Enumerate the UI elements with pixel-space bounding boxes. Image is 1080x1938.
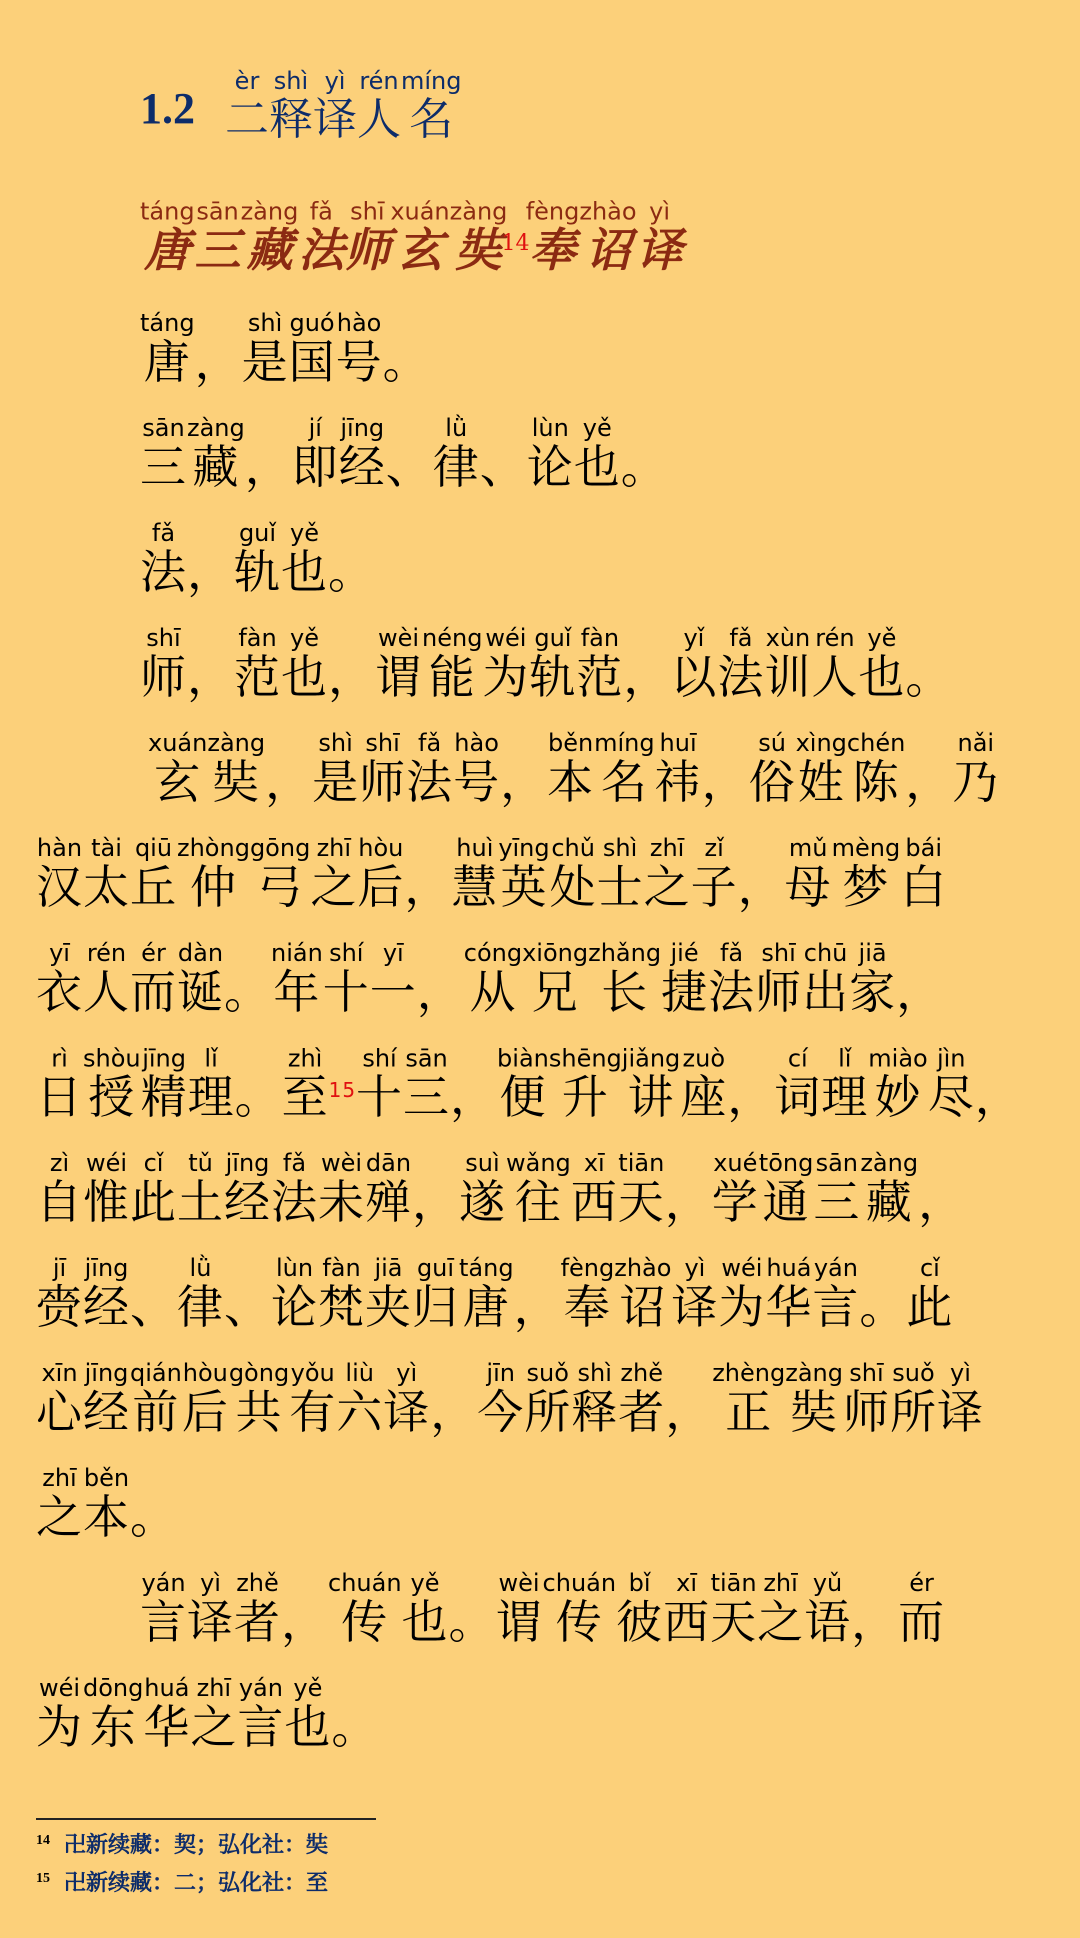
footnote-text: 卍新续藏：二；弘化社：至 <box>64 1870 329 1896</box>
punctuation: 。 <box>130 1490 177 1544</box>
text-line-1 <box>140 309 430 389</box>
annotated-char: 天tiān <box>617 1149 665 1229</box>
annotated-char: 诞dàn <box>177 939 224 1019</box>
annotated-char: 者zhě <box>234 1569 281 1649</box>
annotated-char: 谓wèi <box>495 1569 543 1649</box>
footnote-14 <box>36 1828 328 1859</box>
footnote-divider <box>36 1818 376 1820</box>
footnote-ref: 15 <box>328 1077 357 1102</box>
annotated-char: 后hòu <box>357 834 405 914</box>
punctuation: ， <box>187 545 234 599</box>
section-number: 1.2 <box>140 84 195 133</box>
annotated-char: 号hào <box>335 309 383 389</box>
punctuation: ， <box>187 650 234 704</box>
punctuation: ， <box>851 1595 899 1649</box>
annotated-char: 师shī <box>359 729 407 809</box>
annotated-char: 东dōng <box>83 1674 144 1754</box>
annotated-char: 前qián <box>130 1359 182 1439</box>
annotated-char: 也yě <box>858 624 906 704</box>
punctuation: 。 <box>859 1280 907 1334</box>
annotated-char: 从cóng <box>463 939 523 1019</box>
punctuation: 。 <box>382 335 430 389</box>
annotated-char: 奉fèng <box>560 1254 615 1334</box>
annotated-char: 十shí <box>356 1044 404 1124</box>
annotated-char: 也yě <box>573 414 621 494</box>
punctuation: 。 <box>234 1070 282 1124</box>
annotated-char: 乃nǎi <box>952 729 1000 809</box>
annotated-char: 三sān <box>813 1149 861 1229</box>
text-line-11 <box>36 1359 984 1439</box>
annotated-char: 家jiā <box>849 939 897 1019</box>
annotated-char: 奘zàng <box>449 197 508 277</box>
annotated-char: 兄xiōng <box>522 939 589 1019</box>
annotated-char: 之zhī <box>757 1569 805 1649</box>
annotated-char: 汉hàn <box>36 834 83 914</box>
annotated-char: 为wéi <box>36 1674 83 1754</box>
annotated-char: 是shì <box>312 729 360 809</box>
annotated-char: 惟wéi <box>83 1149 130 1229</box>
annotated-char: 之zhī <box>36 1464 83 1544</box>
annotated-char: 长zhǎng <box>588 939 662 1019</box>
annotated-char: 母mǔ <box>784 834 832 914</box>
annotated-char: 天tiān <box>710 1569 758 1649</box>
annotated-char: 十shí <box>322 939 370 1019</box>
annotated-char: 之zhī <box>190 1674 238 1754</box>
punctuation: ， <box>404 860 452 914</box>
annotated-char: 今jīn <box>477 1359 525 1439</box>
annotated-char: 能néng <box>422 624 483 704</box>
annotated-char: 往wǎng <box>506 1149 571 1229</box>
annotated-char: 本běn <box>547 729 595 809</box>
annotated-char: 人rén <box>357 67 401 145</box>
annotated-char: 译yì <box>383 1359 431 1439</box>
annotated-char: 传chuán <box>542 1569 617 1649</box>
annotated-char: 名míng <box>401 67 462 145</box>
punctuation: 。 <box>905 650 953 704</box>
footnote-mark: 15 <box>36 1870 50 1886</box>
annotated-char: 衣yī <box>36 939 83 1019</box>
text-line-3 <box>140 519 375 599</box>
text-line-9 <box>36 1149 966 1229</box>
annotated-char: 夹jiā <box>365 1254 412 1334</box>
annotated-char: 归guī <box>412 1254 459 1334</box>
punctuation: ， <box>896 965 944 1019</box>
annotated-char: 法fǎ <box>406 729 454 809</box>
annotated-char: 言yán <box>812 1254 860 1334</box>
annotated-char: 捷jié <box>661 939 709 1019</box>
annotated-char: 此cǐ <box>130 1149 177 1229</box>
annotated-char: 三sān <box>140 414 187 494</box>
punctuation: ， <box>244 440 292 494</box>
annotated-char: 祎huī <box>654 729 702 809</box>
annotated-char: 太tài <box>83 834 130 914</box>
annotated-char: 奉fèng <box>525 197 580 277</box>
annotated-char: 后hòu <box>181 1359 229 1439</box>
annotated-char: 尽jìn <box>927 1044 975 1124</box>
annotated-char: 是shì <box>241 309 289 389</box>
punctuation: ， <box>281 1595 328 1649</box>
annotated-char: 华huá <box>765 1254 813 1334</box>
annotated-char: 唐táng <box>140 309 195 389</box>
punctuation: 。 <box>328 545 375 599</box>
annotated-char: 所suǒ <box>524 1359 572 1439</box>
annotated-char: 师shī <box>140 624 187 704</box>
annotated-char: 范fàn <box>576 624 624 704</box>
punctuation: ， <box>905 755 953 809</box>
annotated-char: 译yì <box>671 1254 719 1334</box>
annotated-char: 梦mèng <box>831 834 901 914</box>
punctuation: ， <box>737 860 785 914</box>
annotated-char: 慧huì <box>451 834 499 914</box>
annotated-char: 理lǐ <box>821 1044 869 1124</box>
annotated-char: 范fàn <box>234 624 281 704</box>
annotated-char: 士shì <box>596 834 644 914</box>
subtitle-line <box>140 197 683 277</box>
annotated-char: 轨guǐ <box>529 624 577 704</box>
annotated-char: 三sān <box>403 1044 451 1124</box>
annotated-char: 为wéi <box>718 1254 766 1334</box>
annotated-char: 赍jī <box>36 1254 83 1334</box>
punctuation: 。 <box>620 440 668 494</box>
annotated-char: 藏zàng <box>860 1149 919 1229</box>
annotated-char: 释shì <box>269 67 313 145</box>
annotated-char: 仲zhòng <box>177 834 250 914</box>
annotated-char: 俗sú <box>748 729 796 809</box>
annotated-char: 师shī <box>842 1359 890 1439</box>
annotated-char: 论lùn <box>526 414 574 494</box>
annotated-char: 讲jiǎng <box>621 1044 681 1124</box>
annotated-char: 训xùn <box>764 624 812 704</box>
annotated-char: 日rì <box>36 1044 83 1124</box>
annotated-char: 也yě <box>281 519 328 599</box>
punctuation: ， <box>727 1070 775 1124</box>
annotated-char: 至zhì <box>281 1044 329 1124</box>
punctuation: ， <box>500 755 548 809</box>
annotated-char: 译yì <box>636 197 683 277</box>
text-line-12 <box>36 1464 177 1544</box>
annotated-char: 经jīng <box>338 414 386 494</box>
annotated-char: 英yīng <box>498 834 550 914</box>
punctuation: ， <box>701 755 749 809</box>
annotated-char: 自zì <box>36 1149 83 1229</box>
annotated-char: 陈chén <box>846 729 906 809</box>
annotated-char: 西xī <box>663 1569 711 1649</box>
punctuation: 、 <box>130 1280 177 1334</box>
text-line-8 <box>36 1044 1022 1124</box>
annotated-char: 理lǐ <box>187 1044 235 1124</box>
punctuation: 、 <box>385 440 433 494</box>
footnote-mark: 14 <box>36 1832 50 1848</box>
punctuation: ， <box>412 1175 459 1229</box>
annotated-char: 正zhèng <box>712 1359 786 1439</box>
annotated-char: 彼bǐ <box>616 1569 664 1649</box>
annotated-char: 玄xuán <box>390 197 450 277</box>
annotated-char: 二èr <box>225 67 269 145</box>
annotated-char: 师shī <box>344 197 391 277</box>
annotated-char: 座zuò <box>680 1044 728 1124</box>
annotated-char: 论lùn <box>271 1254 318 1334</box>
text-line-10 <box>36 1254 954 1334</box>
annotated-char: 也yě <box>281 624 328 704</box>
punctuation: ， <box>513 1280 561 1334</box>
annotated-char: 出chū <box>802 939 850 1019</box>
annotated-char: 唐táng <box>459 1254 514 1334</box>
annotated-char: 遂suì <box>459 1149 506 1229</box>
annotated-char: 即jí <box>291 414 339 494</box>
punctuation: ， <box>918 1175 966 1229</box>
punctuation: ， <box>194 335 242 389</box>
annotated-char: 通tōng <box>758 1149 814 1229</box>
annotated-char: 此cǐ <box>906 1254 954 1334</box>
annotated-char: 土tǔ <box>177 1149 224 1229</box>
annotated-char: 年nián <box>271 939 323 1019</box>
annotated-char: 学xué <box>711 1149 759 1229</box>
annotated-char: 译yì <box>187 1569 234 1649</box>
punctuation: ， <box>416 965 464 1019</box>
annotated-char: 谓wèi <box>375 624 422 704</box>
annotated-char: 传chuán <box>328 1569 402 1649</box>
text-line-4 <box>140 624 953 704</box>
annotated-char: 诏zhào <box>614 1254 672 1334</box>
annotated-char: 国guó <box>288 309 336 389</box>
annotated-char: 诏zhào <box>579 197 637 277</box>
annotated-char: 华huá <box>143 1674 191 1754</box>
annotated-char: 为wéi <box>482 624 530 704</box>
annotated-char: 心xīn <box>36 1359 83 1439</box>
annotated-char: 师shī <box>755 939 803 1019</box>
annotated-char: 授shòu <box>83 1044 141 1124</box>
annotated-char: 白bái <box>900 834 948 914</box>
annotated-char: 轨guǐ <box>234 519 281 599</box>
annotated-char: 言yán <box>140 1569 187 1649</box>
annotated-char: 三sān <box>194 197 241 277</box>
annotated-char: 姓xìng <box>795 729 847 809</box>
annotated-char: 语yǔ <box>804 1569 852 1649</box>
annotated-char: 升shēng <box>548 1044 622 1124</box>
punctuation: ， <box>665 1385 713 1439</box>
annotated-char: 未wèi <box>318 1149 365 1229</box>
annotated-char: 六liù <box>336 1359 384 1439</box>
annotated-char: 法fǎ <box>271 1149 318 1229</box>
punctuation: ， <box>328 650 375 704</box>
annotated-char: 法fǎ <box>717 624 765 704</box>
footnote-ref: 14 <box>501 230 530 256</box>
text-line-5 <box>148 729 1000 809</box>
punctuation: 。 <box>448 1595 496 1649</box>
annotated-char: 藏zàng <box>240 197 299 277</box>
annotated-char: 名míng <box>594 729 655 809</box>
annotated-char: 一yī <box>369 939 417 1019</box>
section-title <box>225 67 462 145</box>
annotated-char: 译yì <box>313 67 357 145</box>
annotated-char: 便biàn <box>497 1044 549 1124</box>
annotated-char: 丘qiū <box>130 834 177 914</box>
annotated-char: 奘zàng <box>785 1359 843 1439</box>
annotated-char: 妙miào <box>868 1044 928 1124</box>
annotated-char: 子zǐ <box>690 834 738 914</box>
annotated-char: 以yǐ <box>670 624 718 704</box>
annotated-char: 精jīng <box>140 1044 188 1124</box>
annotated-char: 也yě <box>401 1569 449 1649</box>
punctuation: 、 <box>479 440 527 494</box>
punctuation: 。 <box>331 1700 379 1754</box>
annotated-char: 也yě <box>284 1674 332 1754</box>
punctuation: 、 <box>224 1280 271 1334</box>
annotated-char: 藏zàng <box>187 414 245 494</box>
annotated-char: 而ér <box>130 939 177 1019</box>
text-line-13 <box>140 1569 946 1649</box>
annotated-char: 律lǜ <box>432 414 480 494</box>
annotated-char: 处chǔ <box>549 834 597 914</box>
punctuation: ， <box>664 1175 712 1229</box>
annotated-char: 经jīng <box>83 1254 130 1334</box>
annotated-char: 言yán <box>237 1674 285 1754</box>
punctuation: ， <box>974 1070 1022 1124</box>
annotated-char: 者zhě <box>618 1359 666 1439</box>
text-line-14 <box>36 1674 379 1754</box>
text-line-7 <box>36 939 944 1019</box>
footnote-15 <box>36 1866 328 1897</box>
annotated-char: 人rén <box>83 939 130 1019</box>
annotated-char: 法fǎ <box>708 939 756 1019</box>
annotated-char: 有yǒu <box>289 1359 337 1439</box>
punctuation: ， <box>450 1070 498 1124</box>
annotated-char: 经jīng <box>224 1149 271 1229</box>
annotated-char: 译yì <box>936 1359 984 1439</box>
annotated-char: 号hào <box>453 729 501 809</box>
annotated-char: 玄xuán <box>148 729 208 809</box>
annotated-char: 而ér <box>898 1569 946 1649</box>
punctuation: 。 <box>224 965 271 1019</box>
annotated-char: 所suǒ <box>889 1359 937 1439</box>
section-heading <box>140 67 462 145</box>
punctuation: ， <box>430 1385 478 1439</box>
annotated-char: 之zhī <box>310 834 358 914</box>
annotated-char: 本běn <box>83 1464 130 1544</box>
annotated-char: 共gòng <box>228 1359 290 1439</box>
annotated-char: 释shì <box>571 1359 619 1439</box>
annotated-char: 殚dān <box>365 1149 412 1229</box>
annotated-char: 唐táng <box>140 197 195 277</box>
annotated-char: 弓gōng <box>249 834 311 914</box>
punctuation: ， <box>623 650 671 704</box>
text-line-2 <box>140 414 668 494</box>
annotated-char: 法fǎ <box>298 197 345 277</box>
annotated-char: 律lǜ <box>177 1254 224 1334</box>
annotated-char: 词cí <box>774 1044 822 1124</box>
footnote-text: 卍新续藏：契；弘化社：奘 <box>64 1832 329 1858</box>
annotated-char: 人rén <box>811 624 859 704</box>
annotated-char: 之zhī <box>643 834 691 914</box>
text-line-6 <box>36 834 948 914</box>
annotated-char: 梵fàn <box>318 1254 365 1334</box>
annotated-char: 经jīng <box>83 1359 130 1439</box>
punctuation: ， <box>265 755 313 809</box>
annotated-char: 法fǎ <box>140 519 187 599</box>
annotated-char: 奘zàng <box>207 729 266 809</box>
annotated-char: 西xī <box>570 1149 618 1229</box>
